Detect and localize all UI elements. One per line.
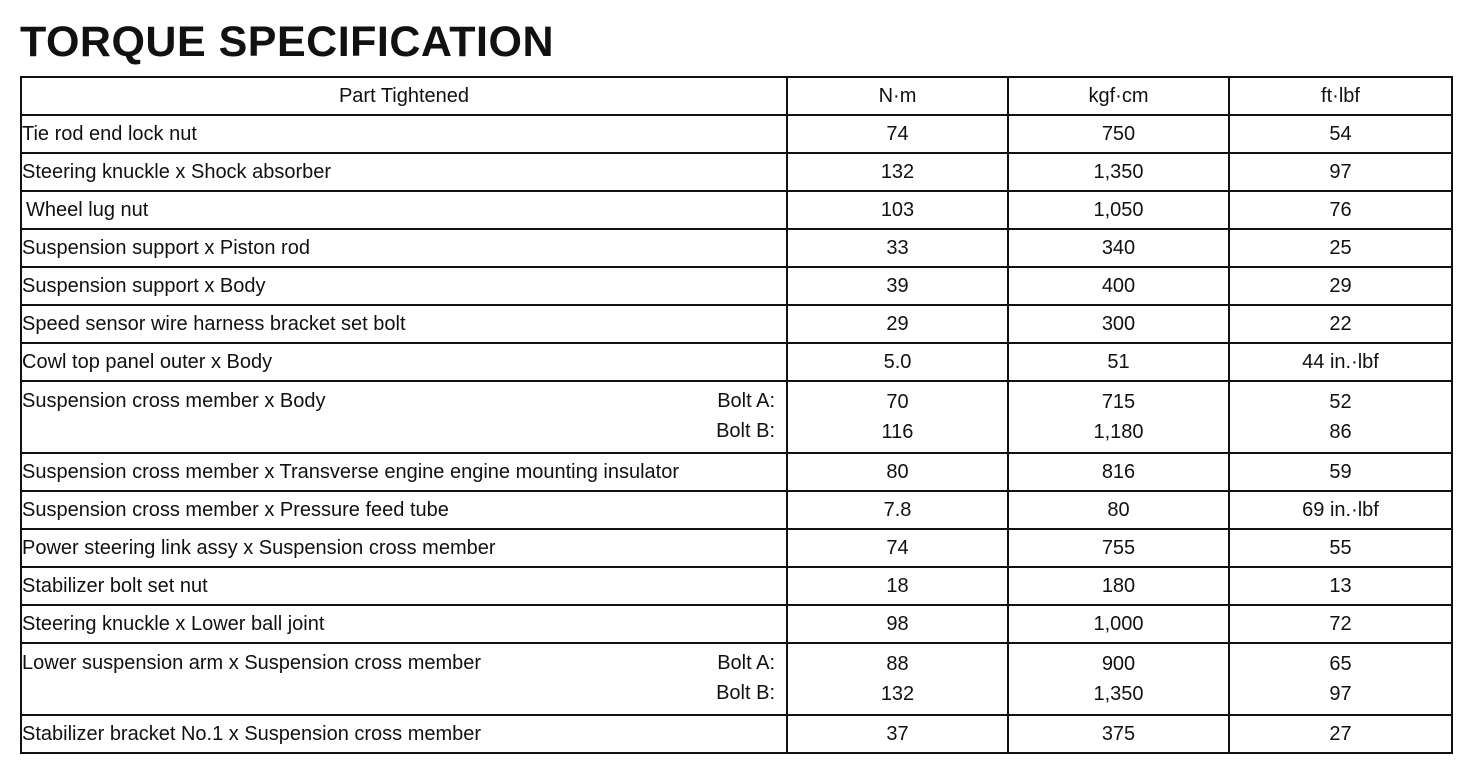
ft-lbf-cell: 76	[1229, 191, 1452, 229]
kgf-cm-cell: 51	[1008, 343, 1229, 381]
ft-lbf-cell: 27	[1229, 715, 1452, 753]
nm-cell: 5.0	[787, 343, 1008, 381]
table-row	[21, 605, 1452, 643]
part-cell: Steering knuckle x Shock absorber	[21, 153, 787, 191]
ft-lbf-cell: 54	[1229, 115, 1452, 153]
ft-lbf-cell	[1229, 643, 1452, 715]
table-row	[21, 229, 1452, 267]
table-row	[21, 529, 1452, 567]
table-header-row	[21, 77, 1452, 115]
nm-cell: 37	[787, 715, 1008, 753]
ft-lbf-cell: 44 in.·lbf	[1229, 343, 1452, 381]
bolt-labels	[716, 386, 775, 446]
nm-cell: 103	[787, 191, 1008, 229]
nm-cell	[787, 381, 1008, 453]
ft-lbf-cell: 13	[1229, 567, 1452, 605]
part-label: Lower suspension arm x Suspension cross member	[22, 652, 482, 674]
kgf-cm-cell: 80	[1008, 491, 1229, 529]
nm-cell: 80	[787, 453, 1008, 491]
part-cell: Power steering link assy x Suspension cross member	[21, 529, 787, 567]
table-row	[21, 491, 1452, 529]
ft-lbf-cell: 22	[1229, 305, 1452, 343]
part-cell: Tie rod end lock nut	[21, 115, 787, 153]
ft-lbf-cell: 69 in.·lbf	[1229, 491, 1452, 529]
nm-cell: 33	[787, 229, 1008, 267]
bolt-labels	[716, 648, 775, 708]
header-kgf-cm: kgf·cm	[1008, 77, 1229, 115]
nm-cell: 7.8	[787, 491, 1008, 529]
nm-cell	[787, 643, 1008, 715]
nm-cell: 74	[787, 115, 1008, 153]
table-row	[21, 153, 1452, 191]
part-cell: Suspension cross member x Transverse engine engine mounting insulator	[21, 453, 787, 491]
table-row	[21, 381, 1452, 453]
table-row	[21, 115, 1452, 153]
kgf-cm-cell: 340	[1008, 229, 1229, 267]
table-row	[21, 305, 1452, 343]
kgf-cm-cell	[1008, 643, 1229, 715]
table-row	[21, 567, 1452, 605]
header-part-tightened: Part Tightened	[21, 77, 787, 115]
kgf-cm-cell: 180	[1008, 567, 1229, 605]
bolt-b-label: Bolt B:	[716, 682, 775, 704]
nm-bolt-b: 116	[881, 421, 914, 443]
part-cell: Stabilizer bracket No.1 x Suspension cross member	[21, 715, 787, 753]
part-cell: Suspension cross member x Pressure feed tube	[21, 491, 787, 529]
kgf-cm-cell: 400	[1008, 267, 1229, 305]
ft-bolt-b: 86	[1329, 421, 1352, 443]
header-nm: N·m	[787, 77, 1008, 115]
ft-lbf-cell: 29	[1229, 267, 1452, 305]
bolt-a-label: Bolt A:	[717, 652, 775, 674]
nm-bolt-b: 132	[880, 683, 915, 705]
header-ft-lbf: ft·lbf	[1229, 77, 1452, 115]
nm-cell: 39	[787, 267, 1008, 305]
ft-lbf-cell: 59	[1229, 453, 1452, 491]
part-cell: Wheel lug nut	[21, 191, 787, 229]
nm-cell: 98	[787, 605, 1008, 643]
table-row	[21, 191, 1452, 229]
table-row	[21, 643, 1452, 715]
kgf-cm-cell: 1,350	[1008, 153, 1229, 191]
torque-spec-table	[20, 76, 1453, 754]
ft-lbf-cell: 97	[1229, 153, 1452, 191]
kgf-bolt-b: 1,350	[1093, 683, 1144, 705]
table-row	[21, 715, 1452, 753]
kgf-cm-cell: 755	[1008, 529, 1229, 567]
kgf-bolt-a: 900	[1101, 653, 1136, 675]
nm-cell: 74	[787, 529, 1008, 567]
bolt-b-label: Bolt B:	[716, 420, 775, 442]
kgf-cm-cell	[1008, 381, 1229, 453]
ft-bolt-b: 97	[1329, 683, 1352, 705]
kgf-cm-cell: 750	[1008, 115, 1229, 153]
table-row	[21, 267, 1452, 305]
kgf-bolt-a: 715	[1101, 391, 1136, 413]
ft-lbf-cell: 55	[1229, 529, 1452, 567]
part-cell: Cowl top panel outer x Body	[21, 343, 787, 381]
kgf-cm-cell: 375	[1008, 715, 1229, 753]
bolt-a-label: Bolt A:	[717, 390, 775, 412]
ft-bolt-a: 65	[1329, 653, 1352, 675]
ft-lbf-cell: 72	[1229, 605, 1452, 643]
kgf-cm-cell: 1,050	[1008, 191, 1229, 229]
part-cell: Steering knuckle x Lower ball joint	[21, 605, 787, 643]
ft-bolt-a: 52	[1329, 391, 1352, 413]
kgf-cm-cell: 300	[1008, 305, 1229, 343]
part-cell: Speed sensor wire harness bracket set bolt	[21, 305, 787, 343]
nm-cell: 29	[787, 305, 1008, 343]
part-cell	[21, 643, 787, 715]
ft-lbf-cell: 25	[1229, 229, 1452, 267]
kgf-bolt-b: 1,180	[1093, 421, 1144, 443]
ft-lbf-cell	[1229, 381, 1452, 453]
part-label: Suspension cross member x Body	[22, 390, 326, 412]
nm-bolt-a: 88	[886, 653, 909, 675]
nm-cell: 132	[787, 153, 1008, 191]
nm-bolt-a: 70	[886, 391, 909, 413]
part-cell: Suspension support x Piston rod	[21, 229, 787, 267]
table-row	[21, 343, 1452, 381]
kgf-cm-cell: 1,000	[1008, 605, 1229, 643]
table-row	[21, 453, 1452, 491]
part-cell: Suspension support x Body	[21, 267, 787, 305]
page-title: TORQUE SPECIFICATION	[20, 18, 554, 66]
nm-cell: 18	[787, 567, 1008, 605]
kgf-cm-cell: 816	[1008, 453, 1229, 491]
part-cell: Stabilizer bolt set nut	[21, 567, 787, 605]
part-cell	[21, 381, 787, 453]
